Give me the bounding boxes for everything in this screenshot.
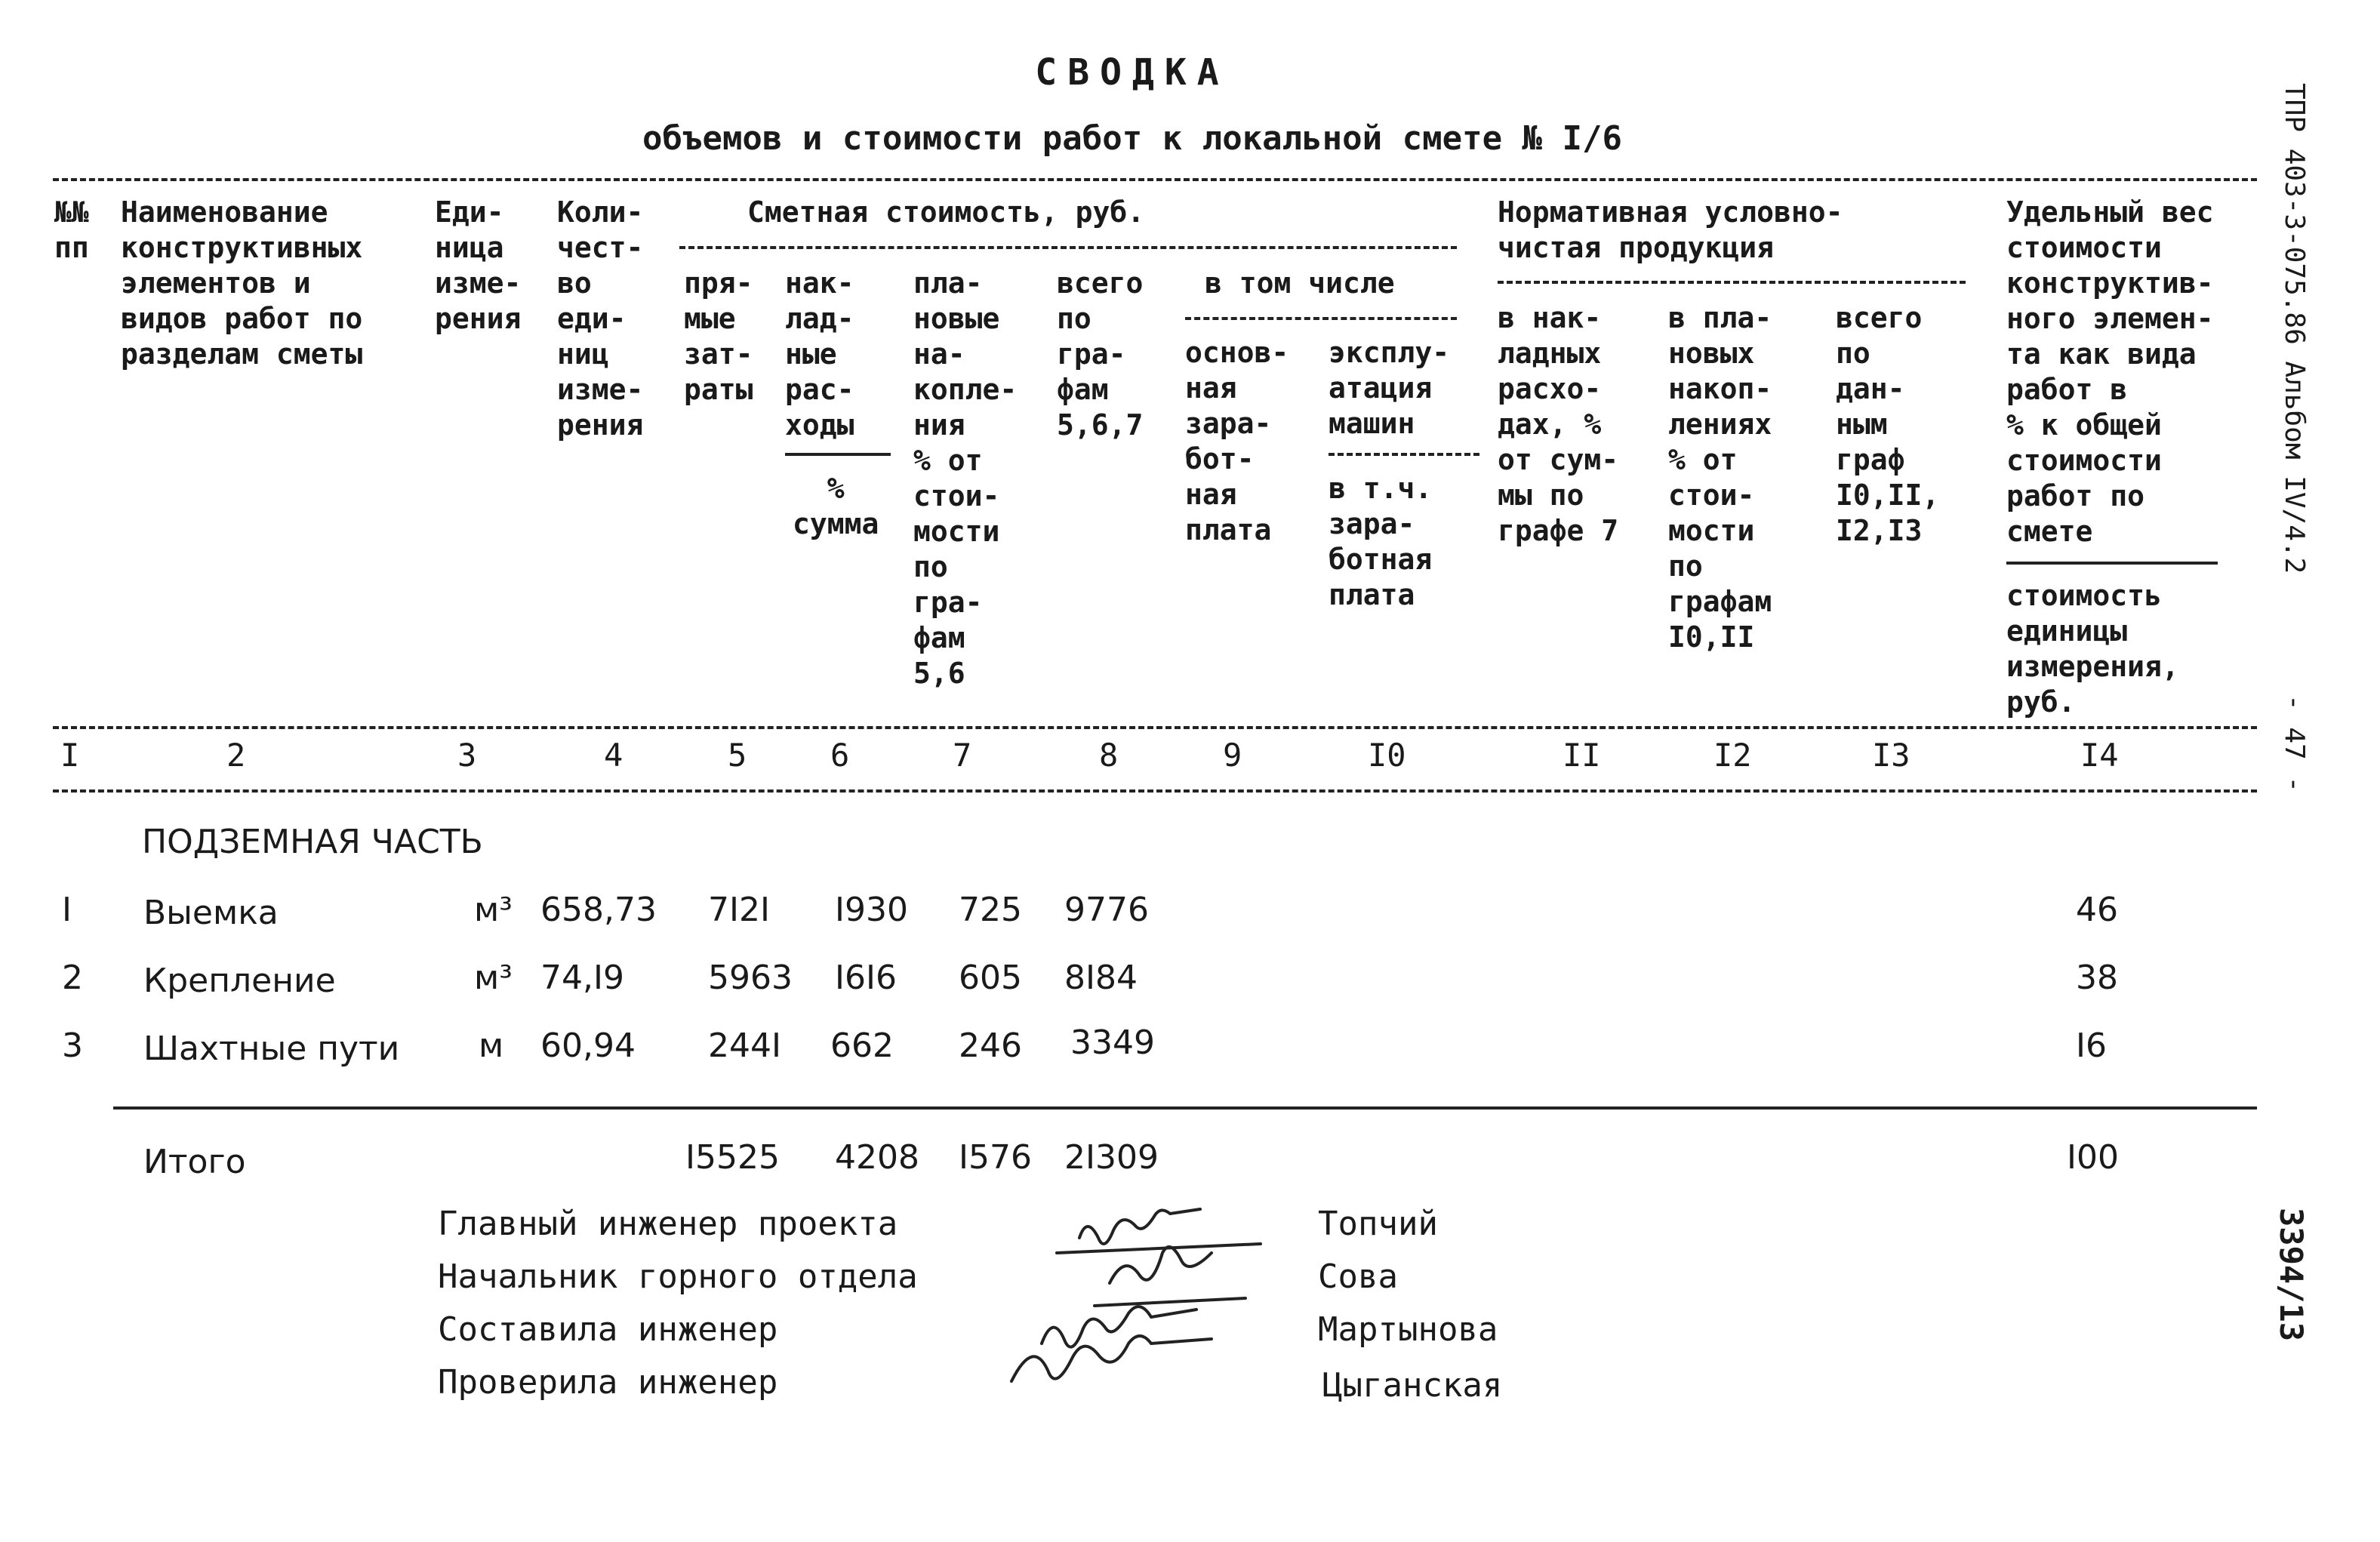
header-col-norm-total: всего по дан- ным граф I0,II, I2,I3 <box>1836 301 1940 547</box>
row-overhead: 662 <box>830 1026 894 1065</box>
row-overhead: I930 <box>835 891 908 929</box>
totals-rule <box>113 1106 2257 1110</box>
row-share: 38 <box>2076 959 2118 997</box>
row-name: Крепление <box>143 962 336 1000</box>
header-col-norm-planned: в пла- новых накоп- лениях % от стои- мости по графам I0,II <box>1668 301 1772 654</box>
column-number: I3 <box>1872 737 1910 774</box>
header-col-unit-cost: стоимость единицы измерения, руб. <box>2006 579 2179 719</box>
column-number: I0 <box>1368 737 1406 774</box>
header-col-machines-salary: в т.ч. зара- ботная плата <box>1329 472 1433 611</box>
header-group-cost-rule <box>679 246 1457 249</box>
header-col-machines-rule <box>1329 453 1479 456</box>
row-direct: 7I2I <box>708 891 770 929</box>
column-number: 9 <box>1223 737 1242 774</box>
row-total: 3349 <box>1070 1023 1155 1062</box>
totals-total: 2I309 <box>1064 1138 1159 1177</box>
signature-role: Главный инженер проекта <box>438 1205 898 1243</box>
row-number: 2 <box>62 959 83 997</box>
header-col-quantity: Коли- чест- во еди- ниц изме- рения <box>557 195 644 442</box>
column-numbers-top-rule <box>53 726 2257 729</box>
header-col-direct: пря- мые зат- раты <box>684 266 753 406</box>
row-direct: 5963 <box>708 959 793 997</box>
row-name: Выемка <box>143 894 279 932</box>
column-number: 4 <box>604 737 623 774</box>
column-number: 3 <box>457 737 477 774</box>
column-number: I4 <box>2080 737 2119 774</box>
column-number: 8 <box>1099 737 1119 774</box>
row-planned: 725 <box>959 891 1022 929</box>
column-number: 6 <box>830 737 850 774</box>
row-total: 9776 <box>1064 891 1149 929</box>
header-col-base-salary: основ- ная зара- бот- ная плата <box>1185 336 1289 546</box>
header-group-including-rule <box>1185 317 1457 320</box>
header-col-number: №№ пп <box>54 195 89 264</box>
document-subtitle: объемов и стоимости работ к локальной смете № I/6 <box>642 119 1623 158</box>
row-name: Шахтные пути <box>143 1030 400 1068</box>
header-top-rule <box>53 178 2257 181</box>
row-planned: 246 <box>959 1026 1022 1065</box>
signature-role: Составила инженер <box>438 1310 778 1349</box>
header-col-overhead: нак- лад- ные рас- ходы <box>785 266 854 442</box>
signature-name: Топчий <box>1318 1205 1438 1243</box>
row-quantity: 74,I9 <box>540 959 624 997</box>
header-group-cost: Сметная стоимость, руб. <box>747 195 1145 229</box>
section-title: ПОДЗЕМНАЯ ЧАСТЬ <box>142 823 483 861</box>
row-overhead: I6I6 <box>835 959 897 997</box>
row-number: I <box>62 891 72 929</box>
row-unit: м³ <box>474 891 513 929</box>
header-col-machines: эксплу- атация машин <box>1329 336 1450 440</box>
row-planned: 605 <box>959 959 1022 997</box>
handwritten-signatures <box>996 1193 1268 1419</box>
signature-name: Цыганская <box>1322 1366 1503 1405</box>
column-number: I <box>60 737 80 774</box>
header-group-normative-rule <box>1498 281 1966 284</box>
header-col-norm-overhead: в нак- ладных расхо- дах, % от сум- мы по графе 7 <box>1498 301 1619 547</box>
totals-overhead: 4208 <box>835 1138 919 1177</box>
header-group-normative: Нормативная условно- чистая продукция <box>1498 195 1843 264</box>
signature-role: Начальник горного отдела <box>438 1257 918 1296</box>
row-direct: 244I <box>708 1026 781 1065</box>
header-group-including: в том числе <box>1205 266 1395 300</box>
signature-name: Сова <box>1318 1257 1398 1296</box>
row-total: 8I84 <box>1064 959 1138 997</box>
column-number: I2 <box>1713 737 1752 774</box>
row-unit: м <box>479 1026 504 1065</box>
row-share: I6 <box>2076 1026 2107 1065</box>
row-quantity: 658,73 <box>540 891 657 929</box>
signature-name: Мартынова <box>1318 1310 1498 1349</box>
row-number: 3 <box>62 1026 83 1065</box>
totals-share: I00 <box>2067 1138 2119 1177</box>
column-number: 7 <box>953 737 972 774</box>
header-col-unit: Еди- ница изме- рения <box>435 195 522 335</box>
totals-planned: I576 <box>959 1138 1032 1177</box>
header-col-name: Наименование конструктивных элементов и видов работ по разделам сметы <box>121 195 363 371</box>
margin-page-number: - 47 - <box>2279 694 2310 793</box>
margin-code: 3394/13 <box>2273 1208 2310 1342</box>
header-col-total: всего по гра- фам 5,6,7 <box>1057 266 1144 442</box>
column-number: 2 <box>226 737 246 774</box>
totals-direct: I5525 <box>685 1138 780 1177</box>
header-col-overhead-percent: % сумма <box>793 472 879 540</box>
header-col-share: Удельный вес стоимости конструктив- ного элемен- та как вида работ в % к общей стоимости работ по смете <box>2006 195 2214 548</box>
header-col-share-rule <box>2006 562 2218 565</box>
row-unit: м³ <box>474 959 513 997</box>
header-col-overhead-rule <box>785 453 891 456</box>
column-numbers-bottom-rule <box>53 789 2257 793</box>
row-share: 46 <box>2076 891 2118 929</box>
column-number: II <box>1563 737 1601 774</box>
document-title: СВОДКА <box>1035 51 1230 94</box>
signature-role: Проверила инженер <box>438 1363 778 1402</box>
header-col-planned: пла- новые на- копле- ния % от стои- мости по гра- фам 5,6 <box>913 266 1018 690</box>
column-number: 5 <box>728 737 747 774</box>
totals-label: Итого <box>143 1143 246 1181</box>
row-quantity: 60,94 <box>540 1026 636 1065</box>
margin-album-label: ТПР 403-3-075.86 Альбом IV/4.2 <box>2279 83 2310 574</box>
